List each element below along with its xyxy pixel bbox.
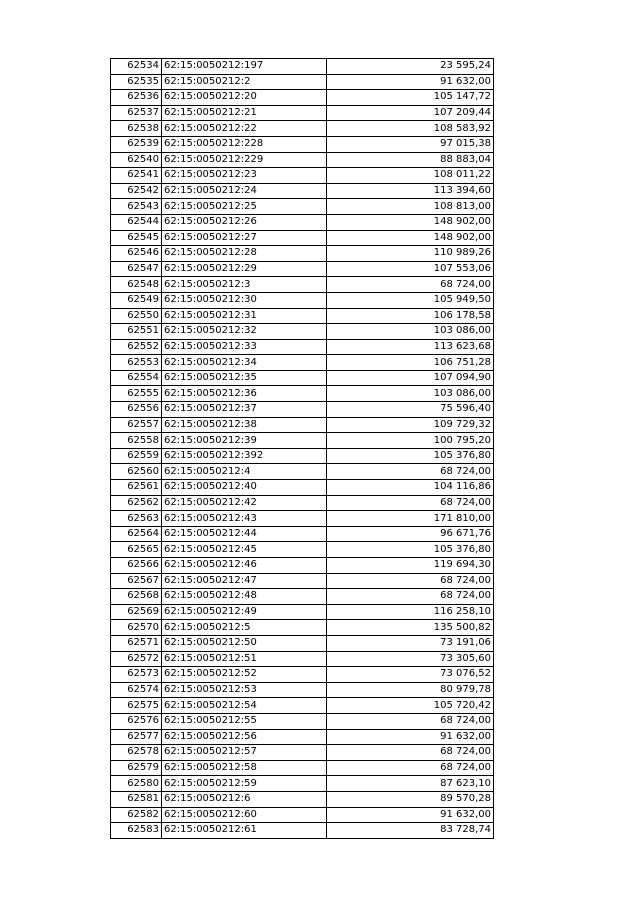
row-number-cell: 62567 bbox=[111, 573, 162, 589]
value-cell: 68 724,00 bbox=[327, 277, 494, 293]
table-row bbox=[111, 604, 494, 620]
value-cell: 108 813,00 bbox=[327, 199, 494, 215]
row-number-cell: 62561 bbox=[111, 480, 162, 496]
value-cell: 105 376,80 bbox=[327, 448, 494, 464]
row-number-cell: 62557 bbox=[111, 417, 162, 433]
value-cell: 88 883,04 bbox=[327, 152, 494, 168]
table-row bbox=[111, 433, 494, 449]
table-row bbox=[111, 713, 494, 729]
row-number-cell: 62543 bbox=[111, 199, 162, 215]
cadastral-number-cell: 62:15:0050212:55 bbox=[162, 713, 327, 729]
value-cell: 73 305,60 bbox=[327, 651, 494, 667]
row-number-cell: 62539 bbox=[111, 136, 162, 152]
value-cell: 105 376,80 bbox=[327, 542, 494, 558]
row-number-cell: 62579 bbox=[111, 760, 162, 776]
cadastral-number-cell: 62:15:0050212:22 bbox=[162, 121, 327, 137]
value-cell: 73 191,06 bbox=[327, 635, 494, 651]
cadastral-number-cell: 62:15:0050212:43 bbox=[162, 511, 327, 527]
cadastral-number-cell: 62:15:0050212:26 bbox=[162, 214, 327, 230]
value-cell: 148 902,00 bbox=[327, 230, 494, 246]
row-number-cell: 62582 bbox=[111, 807, 162, 823]
cadastral-number-cell: 62:15:0050212:23 bbox=[162, 168, 327, 184]
table-row bbox=[111, 292, 494, 308]
table-row bbox=[111, 620, 494, 636]
value-cell: 23 595,24 bbox=[327, 59, 494, 75]
row-number-cell: 62573 bbox=[111, 667, 162, 683]
cadastral-number-cell: 62:15:0050212:42 bbox=[162, 495, 327, 511]
row-number-cell: 62547 bbox=[111, 261, 162, 277]
table-row bbox=[111, 277, 494, 293]
row-number-cell: 62550 bbox=[111, 308, 162, 324]
row-number-cell: 62555 bbox=[111, 386, 162, 402]
row-number-cell: 62580 bbox=[111, 776, 162, 792]
table-row bbox=[111, 308, 494, 324]
cadastral-number-cell: 62:15:0050212:29 bbox=[162, 261, 327, 277]
cadastral-number-cell: 62:15:0050212:30 bbox=[162, 292, 327, 308]
value-cell: 68 724,00 bbox=[327, 464, 494, 480]
table-row bbox=[111, 558, 494, 574]
value-cell: 110 989,26 bbox=[327, 246, 494, 262]
cadastral-number-cell: 62:15:0050212:197 bbox=[162, 59, 327, 75]
row-number-cell: 62570 bbox=[111, 620, 162, 636]
row-number-cell: 62564 bbox=[111, 526, 162, 542]
table-row bbox=[111, 121, 494, 137]
value-cell: 119 694,30 bbox=[327, 558, 494, 574]
row-number-cell: 62583 bbox=[111, 823, 162, 839]
row-number-cell: 62571 bbox=[111, 635, 162, 651]
row-number-cell: 62538 bbox=[111, 121, 162, 137]
row-number-cell: 62563 bbox=[111, 511, 162, 527]
table-row bbox=[111, 246, 494, 262]
cadastral-number-cell: 62:15:0050212:20 bbox=[162, 90, 327, 106]
table-row bbox=[111, 698, 494, 714]
table-body bbox=[111, 59, 494, 839]
cadastral-number-cell: 62:15:0050212:31 bbox=[162, 308, 327, 324]
cadastral-number-cell: 62:15:0050212:33 bbox=[162, 339, 327, 355]
cadastral-number-cell: 62:15:0050212:48 bbox=[162, 589, 327, 605]
row-number-cell: 62578 bbox=[111, 745, 162, 761]
table-row bbox=[111, 261, 494, 277]
table-row bbox=[111, 542, 494, 558]
row-number-cell: 62535 bbox=[111, 74, 162, 90]
table-row bbox=[111, 776, 494, 792]
table-row bbox=[111, 651, 494, 667]
table-row bbox=[111, 667, 494, 683]
cadastral-number-cell: 62:15:0050212:58 bbox=[162, 760, 327, 776]
cadastral-number-cell: 62:15:0050212:37 bbox=[162, 402, 327, 418]
row-number-cell: 62545 bbox=[111, 230, 162, 246]
row-number-cell: 62576 bbox=[111, 713, 162, 729]
value-cell: 83 728,74 bbox=[327, 823, 494, 839]
cadastral-number-cell: 62:15:0050212:56 bbox=[162, 729, 327, 745]
table-row bbox=[111, 417, 494, 433]
row-number-cell: 62574 bbox=[111, 682, 162, 698]
row-number-cell: 62551 bbox=[111, 324, 162, 340]
cadastral-number-cell: 62:15:0050212:40 bbox=[162, 480, 327, 496]
row-number-cell: 62548 bbox=[111, 277, 162, 293]
value-cell: 97 015,38 bbox=[327, 136, 494, 152]
row-number-cell: 62558 bbox=[111, 433, 162, 449]
value-cell: 75 596,40 bbox=[327, 402, 494, 418]
value-cell: 116 258,10 bbox=[327, 604, 494, 620]
row-number-cell: 62540 bbox=[111, 152, 162, 168]
table-row bbox=[111, 760, 494, 776]
cadastral-number-cell: 62:15:0050212:32 bbox=[162, 324, 327, 340]
table-row bbox=[111, 791, 494, 807]
cadastral-number-cell: 62:15:0050212:44 bbox=[162, 526, 327, 542]
value-cell: 105 949,50 bbox=[327, 292, 494, 308]
row-number-cell: 62566 bbox=[111, 558, 162, 574]
table-row bbox=[111, 230, 494, 246]
table-row bbox=[111, 745, 494, 761]
cadastral-number-cell: 62:15:0050212:5 bbox=[162, 620, 327, 636]
row-number-cell: 62542 bbox=[111, 183, 162, 199]
cadastral-number-cell: 62:15:0050212:38 bbox=[162, 417, 327, 433]
value-cell: 107 094,90 bbox=[327, 370, 494, 386]
row-number-cell: 62546 bbox=[111, 246, 162, 262]
table-row bbox=[111, 339, 494, 355]
table-row bbox=[111, 682, 494, 698]
row-number-cell: 62536 bbox=[111, 90, 162, 106]
table-row bbox=[111, 511, 494, 527]
value-cell: 105 720,42 bbox=[327, 698, 494, 714]
value-cell: 106 751,28 bbox=[327, 355, 494, 371]
cadastral-number-cell: 62:15:0050212:27 bbox=[162, 230, 327, 246]
table-row bbox=[111, 183, 494, 199]
cadastral-number-cell: 62:15:0050212:47 bbox=[162, 573, 327, 589]
table-row bbox=[111, 464, 494, 480]
row-number-cell: 62569 bbox=[111, 604, 162, 620]
row-number-cell: 62568 bbox=[111, 589, 162, 605]
cadastral-number-cell: 62:15:0050212:34 bbox=[162, 355, 327, 371]
table-row bbox=[111, 729, 494, 745]
row-number-cell: 62541 bbox=[111, 168, 162, 184]
table-row bbox=[111, 152, 494, 168]
value-cell: 148 902,00 bbox=[327, 214, 494, 230]
row-number-cell: 62581 bbox=[111, 791, 162, 807]
value-cell: 107 553,06 bbox=[327, 261, 494, 277]
value-cell: 68 724,00 bbox=[327, 573, 494, 589]
value-cell: 68 724,00 bbox=[327, 495, 494, 511]
cadastral-number-cell: 62:15:0050212:2 bbox=[162, 74, 327, 90]
value-cell: 96 671,76 bbox=[327, 526, 494, 542]
table-row bbox=[111, 199, 494, 215]
value-cell: 68 724,00 bbox=[327, 713, 494, 729]
cadastral-number-cell: 62:15:0050212:49 bbox=[162, 604, 327, 620]
cadastral-number-cell: 62:15:0050212:60 bbox=[162, 807, 327, 823]
row-number-cell: 62553 bbox=[111, 355, 162, 371]
table-row bbox=[111, 386, 494, 402]
cadastral-number-cell: 62:15:0050212:35 bbox=[162, 370, 327, 386]
cadastral-number-cell: 62:15:0050212:3 bbox=[162, 277, 327, 293]
table-row bbox=[111, 370, 494, 386]
value-cell: 105 147,72 bbox=[327, 90, 494, 106]
value-cell: 100 795,20 bbox=[327, 433, 494, 449]
cadastral-number-cell: 62:15:0050212:28 bbox=[162, 246, 327, 262]
table-row bbox=[111, 59, 494, 75]
table-row bbox=[111, 74, 494, 90]
value-cell: 135 500,82 bbox=[327, 620, 494, 636]
table-row bbox=[111, 807, 494, 823]
row-number-cell: 62577 bbox=[111, 729, 162, 745]
row-number-cell: 62562 bbox=[111, 495, 162, 511]
table-row bbox=[111, 573, 494, 589]
cadastral-number-cell: 62:15:0050212:57 bbox=[162, 745, 327, 761]
value-cell: 91 632,00 bbox=[327, 74, 494, 90]
cadastral-number-cell: 62:15:0050212:24 bbox=[162, 183, 327, 199]
table-row bbox=[111, 526, 494, 542]
row-number-cell: 62575 bbox=[111, 698, 162, 714]
cadastral-number-cell: 62:15:0050212:52 bbox=[162, 667, 327, 683]
cadastral-number-cell: 62:15:0050212:45 bbox=[162, 542, 327, 558]
cadastral-number-cell: 62:15:0050212:50 bbox=[162, 635, 327, 651]
row-number-cell: 62544 bbox=[111, 214, 162, 230]
value-cell: 171 810,00 bbox=[327, 511, 494, 527]
row-number-cell: 62549 bbox=[111, 292, 162, 308]
table-row bbox=[111, 324, 494, 340]
value-cell: 113 394,60 bbox=[327, 183, 494, 199]
table-row bbox=[111, 448, 494, 464]
value-cell: 108 011,22 bbox=[327, 168, 494, 184]
table-row bbox=[111, 480, 494, 496]
value-cell: 103 086,00 bbox=[327, 386, 494, 402]
table-row bbox=[111, 355, 494, 371]
row-number-cell: 62554 bbox=[111, 370, 162, 386]
value-cell: 68 724,00 bbox=[327, 760, 494, 776]
value-cell: 68 724,00 bbox=[327, 589, 494, 605]
row-number-cell: 62534 bbox=[111, 59, 162, 75]
cadastral-number-cell: 62:15:0050212:4 bbox=[162, 464, 327, 480]
value-cell: 106 178,58 bbox=[327, 308, 494, 324]
table-row bbox=[111, 635, 494, 651]
table-row bbox=[111, 495, 494, 511]
value-cell: 89 570,28 bbox=[327, 791, 494, 807]
value-cell: 109 729,32 bbox=[327, 417, 494, 433]
row-number-cell: 62560 bbox=[111, 464, 162, 480]
row-number-cell: 62565 bbox=[111, 542, 162, 558]
row-number-cell: 62556 bbox=[111, 402, 162, 418]
cadastral-number-cell: 62:15:0050212:392 bbox=[162, 448, 327, 464]
table-row bbox=[111, 589, 494, 605]
cadastral-number-cell: 62:15:0050212:6 bbox=[162, 791, 327, 807]
value-cell: 108 583,92 bbox=[327, 121, 494, 137]
value-cell: 80 979,78 bbox=[327, 682, 494, 698]
cadastral-number-cell: 62:15:0050212:228 bbox=[162, 136, 327, 152]
row-number-cell: 62572 bbox=[111, 651, 162, 667]
value-cell: 87 623,10 bbox=[327, 776, 494, 792]
cadastral-number-cell: 62:15:0050212:61 bbox=[162, 823, 327, 839]
value-cell: 91 632,00 bbox=[327, 807, 494, 823]
data-table bbox=[110, 58, 494, 839]
row-number-cell: 62552 bbox=[111, 339, 162, 355]
cadastral-number-cell: 62:15:0050212:53 bbox=[162, 682, 327, 698]
cadastral-number-cell: 62:15:0050212:229 bbox=[162, 152, 327, 168]
value-cell: 73 076,52 bbox=[327, 667, 494, 683]
table-row bbox=[111, 136, 494, 152]
cadastral-number-cell: 62:15:0050212:59 bbox=[162, 776, 327, 792]
cadastral-number-cell: 62:15:0050212:39 bbox=[162, 433, 327, 449]
cadastral-number-cell: 62:15:0050212:25 bbox=[162, 199, 327, 215]
value-cell: 113 623,68 bbox=[327, 339, 494, 355]
cadastral-number-cell: 62:15:0050212:54 bbox=[162, 698, 327, 714]
value-cell: 91 632,00 bbox=[327, 729, 494, 745]
cadastral-number-cell: 62:15:0050212:46 bbox=[162, 558, 327, 574]
value-cell: 68 724,00 bbox=[327, 745, 494, 761]
row-number-cell: 62537 bbox=[111, 105, 162, 121]
table-row bbox=[111, 402, 494, 418]
cadastral-number-cell: 62:15:0050212:51 bbox=[162, 651, 327, 667]
value-cell: 107 209,44 bbox=[327, 105, 494, 121]
table-row bbox=[111, 214, 494, 230]
row-number-cell: 62559 bbox=[111, 448, 162, 464]
table-row bbox=[111, 90, 494, 106]
value-cell: 103 086,00 bbox=[327, 324, 494, 340]
table-row bbox=[111, 823, 494, 839]
cadastral-number-cell: 62:15:0050212:21 bbox=[162, 105, 327, 121]
value-cell: 104 116,86 bbox=[327, 480, 494, 496]
cadastral-number-cell: 62:15:0050212:36 bbox=[162, 386, 327, 402]
table-row bbox=[111, 168, 494, 184]
table-row bbox=[111, 105, 494, 121]
